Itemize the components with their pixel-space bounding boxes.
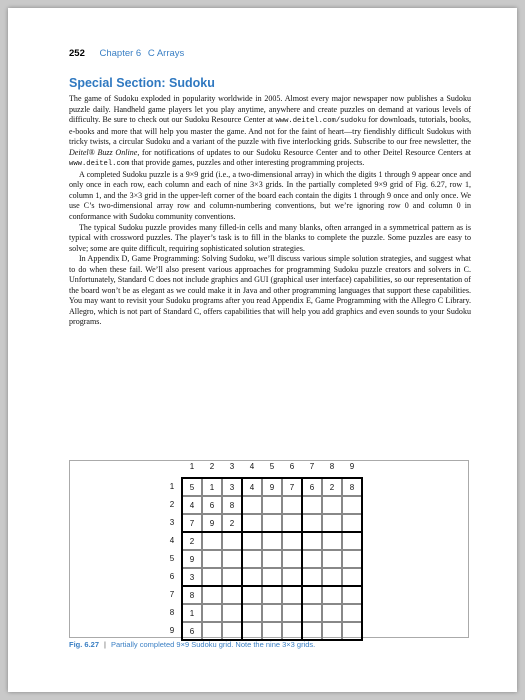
body-text [69, 94, 471, 328]
running-head [69, 48, 184, 59]
chapter-label: Chapter 6 [99, 48, 142, 59]
sudoku-cell [202, 622, 222, 640]
sudoku-cell: 9 [202, 514, 222, 532]
sudoku-cell: 8 [222, 496, 242, 514]
sudoku-cell [302, 622, 322, 640]
sudoku-cell: 4 [182, 496, 202, 514]
newsletter-name: Deitel® Buzz Online [69, 147, 138, 157]
caption-separator: | [104, 640, 106, 649]
paragraph-3: The typical Sudoku puzzle provides many filled-in cells and many blanks, often arranged in a symmetrical pattern as is typical with crossword puzzles. The player’s task is to fill in the blanks to complete the puzzle. Some puzzles are easy to solve; some are quite difficult, requiring sophisticated solution strategies. [69, 222, 471, 253]
row-label: 4 [169, 536, 175, 545]
sudoku-cell [342, 514, 362, 532]
column-label: 8 [329, 462, 335, 471]
sudoku-cell [262, 550, 282, 568]
sudoku-cell [322, 622, 342, 640]
column-label: 4 [249, 462, 255, 471]
sudoku-cell: 4 [242, 478, 262, 496]
row-label: 3 [169, 518, 175, 527]
column-label: 1 [189, 462, 195, 471]
sudoku-cell [322, 496, 342, 514]
sudoku-cell [282, 496, 302, 514]
sudoku-cell: 8 [182, 586, 202, 604]
sudoku-cell [242, 532, 262, 550]
sudoku-cell [282, 622, 302, 640]
sudoku-cell [342, 532, 362, 550]
sudoku-cell [342, 586, 362, 604]
sudoku-cell: 1 [182, 604, 202, 622]
sudoku-cell [302, 550, 322, 568]
sudoku-cell: 6 [202, 496, 222, 514]
column-label: 3 [229, 462, 235, 471]
paragraph-1: The game of Sudoku exploded in popularity worldwide in 2005. Almost every major newspaper now publishes a Sudoku puzzle daily. Handheld game players let you play anytime, anywhere and create puzzles on demand at various levels of difficulty. Be sure to check out our Sudoku Resource Center at www.deitel.com/sudoku for downloads, tutorials, books, e-books and more that will help you master the game. And not for the faint of heart—try fiendishly difficult Sudokus with tricky twists, a circular Sudoku and a variant of the puzzle with five interlocking grids. Subscribe to our free newsletter, the Deitel® Buzz Online, for notifications of updates to our Sudoku Resource Center and to other Deitel Resource Centers at www.deitel.com that provide games, puzzles and other interesting programming projects. [69, 94, 471, 169]
sudoku-cell [242, 496, 262, 514]
sudoku-cell [202, 604, 222, 622]
sudoku-cell [282, 514, 302, 532]
sudoku-cell [242, 568, 262, 586]
book-page [8, 8, 517, 692]
sudoku-cell: 3 [182, 568, 202, 586]
sudoku-cell: 2 [322, 478, 342, 496]
row-label: 6 [169, 572, 175, 581]
sudoku-cell [302, 514, 322, 532]
section-title: Special Section: Sudoku [69, 76, 215, 90]
sudoku-cell [262, 496, 282, 514]
sudoku-cell: 6 [302, 478, 322, 496]
page-number: 252 [69, 48, 85, 59]
sudoku-cell [202, 568, 222, 586]
box-line-vertical [241, 477, 243, 641]
sudoku-cell [302, 568, 322, 586]
sudoku-cell [302, 604, 322, 622]
sudoku-cell: 2 [182, 532, 202, 550]
column-label: 7 [309, 462, 315, 471]
sudoku-cell [282, 604, 302, 622]
sudoku-cell: 2 [222, 514, 242, 532]
paragraph-2: A completed Sudoku puzzle is a 9×9 grid (i.e., a two-dimensional array) in which the digits 1 through 9 appear once and only once in each row, each column and each of nine 3×3 grids. In the partially completed 9×9 grid of Fig. 6.27, row 1, column 1, and the 3×3 grid in the upper-left corner of the board each contain the digits 1 through 9 once and only once. We use C’s two-dimensional array row and column-numbering conventions, but we’re ignoring row 0 and column 0 in conformance with Sudoku community conventions. [69, 169, 471, 222]
sudoku-cell [322, 532, 342, 550]
row-label: 2 [169, 500, 175, 509]
sudoku-cell [262, 514, 282, 532]
sudoku-cell [202, 550, 222, 568]
row-label: 9 [169, 626, 175, 635]
sudoku-cell [202, 532, 222, 550]
box-line-horizontal [181, 531, 363, 533]
box-line-vertical [361, 477, 363, 641]
sudoku-cell [262, 622, 282, 640]
sudoku-cell [282, 550, 302, 568]
sudoku-cell [222, 604, 242, 622]
sudoku-cell: 3 [222, 478, 242, 496]
sudoku-cell [222, 568, 242, 586]
box-line-horizontal [181, 477, 363, 479]
row-label: 8 [169, 608, 175, 617]
sudoku-cell [242, 604, 262, 622]
sudoku-cell [222, 532, 242, 550]
figure-label: Fig. 6.27 [69, 640, 100, 649]
chapter-title: C Arrays [147, 48, 185, 59]
sudoku-cell [242, 550, 262, 568]
sudoku-cell: 9 [262, 478, 282, 496]
sudoku-cell [222, 622, 242, 640]
sudoku-cell [342, 604, 362, 622]
sudoku-cell: 9 [182, 550, 202, 568]
sudoku-figure [69, 460, 469, 638]
sudoku-cell [342, 622, 362, 640]
sudoku-cell: 5 [182, 478, 202, 496]
sudoku-cell [322, 550, 342, 568]
sudoku-cell: 1 [202, 478, 222, 496]
sudoku-cell [222, 586, 242, 604]
sudoku-url: www.deitel.com/sudoku [275, 117, 367, 126]
sudoku-grid [182, 478, 362, 640]
sudoku-cell [342, 568, 362, 586]
sudoku-cell [342, 550, 362, 568]
sudoku-cell [342, 496, 362, 514]
sudoku-cell [262, 568, 282, 586]
sudoku-cell [242, 514, 262, 532]
sudoku-cell [242, 622, 262, 640]
sudoku-cell [262, 586, 282, 604]
row-label: 5 [169, 554, 175, 563]
sudoku-cell [322, 604, 342, 622]
row-label: 1 [169, 482, 175, 491]
column-labels [180, 462, 360, 474]
sudoku-cell [262, 604, 282, 622]
caption-text: Partially completed 9×9 Sudoku grid. Note the nine 3×3 grids. [110, 640, 316, 649]
sudoku-cell [242, 586, 262, 604]
sudoku-cell [302, 532, 322, 550]
box-line-vertical [181, 477, 183, 641]
deitel-url: www.deitel.com [69, 160, 130, 169]
sudoku-cell [282, 568, 302, 586]
sudoku-cell [302, 496, 322, 514]
paragraph-4: In Appendix D, Game Programming: Solving Sudoku, we’ll discuss various simple solution strategies, and suggest what to do when these fail. We’ll also present various approaches for programming Sudoku puzzle creators and solvers in C. Unfortunately, Standard C does not include graphics and GUI (graphical user interface) capabilities, so our representation of the board won’t be as elegant as we could make it in Java and other programming languages that support these capabilities. You may want to revisit your Sudoku programs after you read Appendix E, Game Programming with the Allegro C Library. Allegro, which is not part of Standard C, offers capabilities that will help you add graphics and even sounds to your Sudoku programs. [69, 254, 471, 327]
sudoku-cell [262, 532, 282, 550]
box-line-vertical [301, 477, 303, 641]
row-labels [166, 478, 178, 640]
sudoku-cell: 6 [182, 622, 202, 640]
column-label: 2 [209, 462, 215, 471]
figure-caption [69, 640, 315, 649]
sudoku-cell [282, 586, 302, 604]
sudoku-cell [222, 550, 242, 568]
column-label: 9 [349, 462, 355, 471]
row-label: 7 [169, 590, 175, 599]
sudoku-cell [282, 532, 302, 550]
box-line-horizontal [181, 585, 363, 587]
column-label: 6 [289, 462, 295, 471]
sudoku-cell: 8 [342, 478, 362, 496]
sudoku-cell [322, 568, 342, 586]
column-label: 5 [269, 462, 275, 471]
sudoku-cell [322, 586, 342, 604]
sudoku-cell: 7 [182, 514, 202, 532]
sudoku-cell [202, 586, 222, 604]
sudoku-cell [322, 514, 342, 532]
sudoku-cell [302, 586, 322, 604]
sudoku-cell: 7 [282, 478, 302, 496]
